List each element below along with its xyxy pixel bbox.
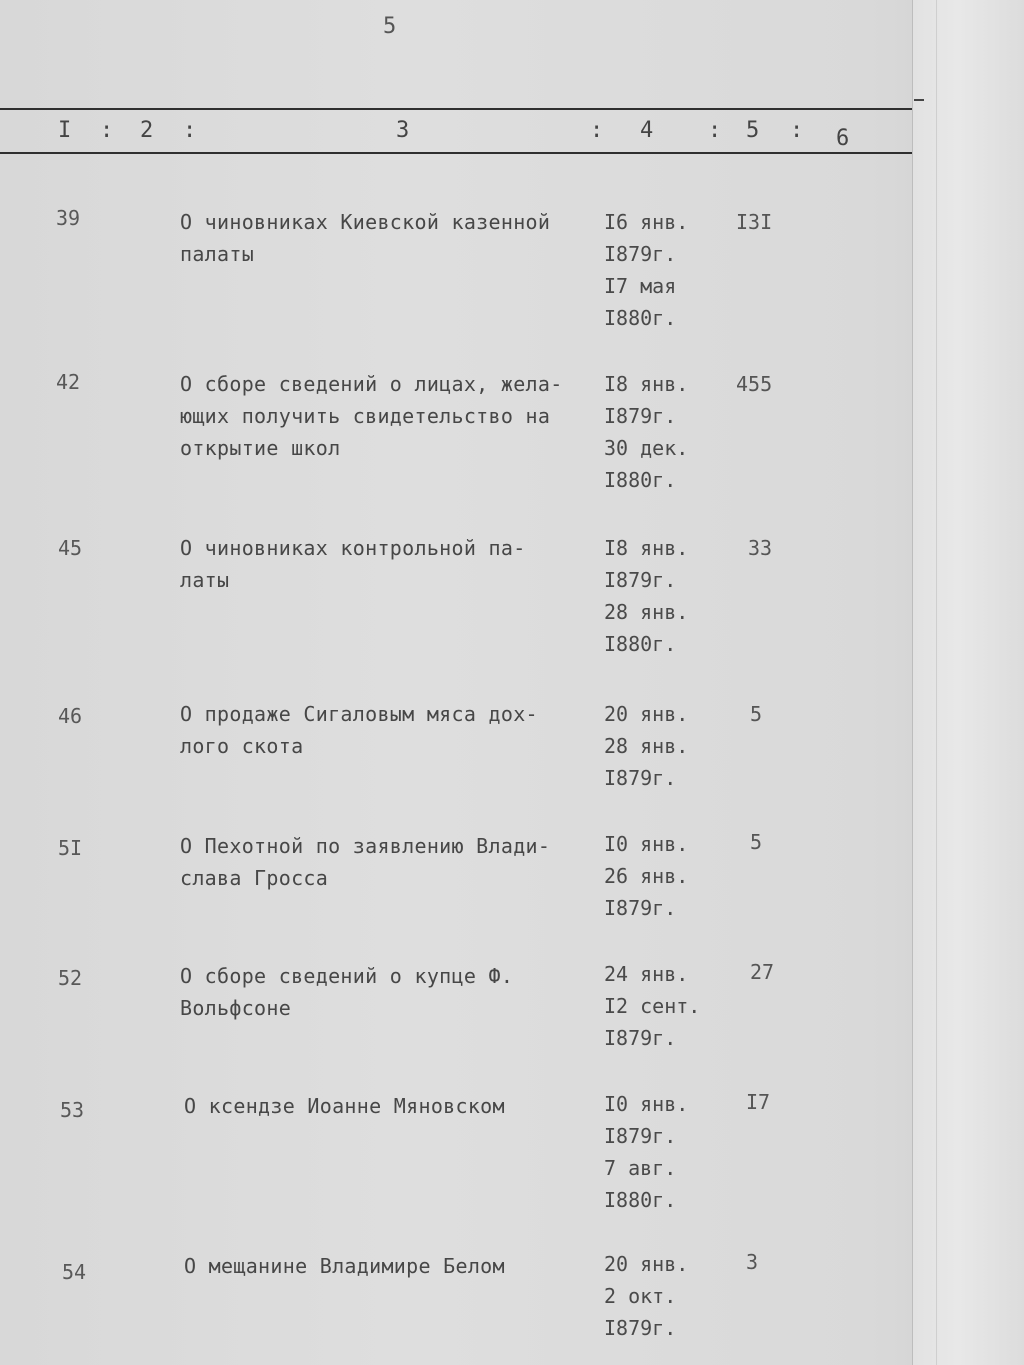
case-dates [604,368,688,496]
date-line: 28 янв. [604,734,689,758]
date-line: I8 янв. [604,536,689,560]
case-number: 54 [62,1260,87,1284]
sheet-count: I3I [736,210,773,234]
case-dates [604,1088,688,1216]
date-line: I0 янв. [604,1092,689,1116]
title-line: палаты [180,242,255,266]
title-line: О Пехотной по заявлению Влади- [180,834,551,858]
date-line: I879г. [604,766,677,790]
title-line: О ксендзе Иоанне Мяновском [184,1094,505,1118]
sheet-count: 5 [750,830,763,854]
title-line: О продаже Сигаловым мяса дох- [180,702,538,726]
case-title [180,960,513,1024]
sheet-count: 455 [736,372,773,396]
page-edge-strip [912,0,1024,1365]
title-line: О мещанине Владимире Белом [184,1254,505,1278]
sheet-count: I7 [746,1090,771,1114]
date-line: 24 янв. [604,962,689,986]
header-col-3: 3 [396,118,410,143]
title-line: лого скота [180,734,304,758]
case-number: 5I [58,836,83,860]
case-title [184,1090,505,1122]
page-number: 5 [383,14,397,39]
date-line: 28 янв. [604,600,689,624]
header-sep-5: : [790,118,804,143]
title-line: О чиновниках контрольной па- [180,536,526,560]
header-sep-2: : [183,118,197,143]
case-dates [604,1248,688,1344]
date-line: 20 янв. [604,702,689,726]
title-line: Вольфсоне [180,996,292,1020]
date-line: I879г. [604,896,677,920]
header-bottom-rule [0,152,912,154]
case-title [180,698,538,762]
header-col-4: 4 [640,118,654,143]
date-line: 30 дек. [604,436,689,460]
sheet-count: 3 [746,1250,759,1274]
page-edge-line [936,0,937,1365]
header-top-rule [0,108,912,110]
header-sep-3: : [590,118,604,143]
title-line: О чиновниках Киевской казенной [180,210,551,234]
date-line: I879г. [604,242,677,266]
case-number: 53 [60,1098,85,1122]
header-col-5: 5 [746,118,760,143]
title-line: О сборе сведений о купце Ф. [180,964,514,988]
case-number: 52 [58,966,83,990]
date-line: I880г. [604,468,677,492]
title-line: латы [180,568,230,592]
case-number: 42 [56,370,81,394]
header-sep-1: : [100,118,114,143]
date-line: I879г. [604,404,677,428]
date-line: I880г. [604,632,677,656]
date-line: 20 янв. [604,1252,689,1276]
case-number: 46 [58,704,83,728]
case-dates [604,828,688,924]
date-line: I0 янв. [604,832,689,856]
title-line: открытие школ [180,436,341,460]
date-line: I8 янв. [604,372,689,396]
sheet-count: 27 [750,960,775,984]
header-col-2: 2 [140,118,154,143]
edge-tick-mark [914,99,924,101]
case-dates [604,958,700,1054]
case-number: 39 [56,206,81,230]
title-line: слава Гросса [180,866,329,890]
date-line: I880г. [604,1188,677,1212]
header-col-1: I [58,118,72,143]
date-line: I879г. [604,1316,677,1340]
case-title [180,532,526,596]
case-number: 45 [58,536,83,560]
case-title [184,1250,505,1282]
case-dates [604,206,688,334]
sheet-count: 5 [750,702,763,726]
date-line: I879г. [604,568,677,592]
case-title [180,368,563,464]
date-line: I2 сент. [604,994,701,1018]
title-line: ющих получить свидетельство на [180,404,551,428]
date-line: I879г. [604,1026,677,1050]
header-col-6: 6 [836,126,850,151]
date-line: I880г. [604,306,677,330]
case-title [180,206,550,270]
date-line: I7 мая [604,274,677,298]
date-line: I6 янв. [604,210,689,234]
header-sep-4: : [708,118,722,143]
date-line: 7 авг. [604,1156,677,1180]
title-line: О сборе сведений о лицах, жела- [180,372,563,396]
case-title [180,830,550,894]
date-line: I879г. [604,1124,677,1148]
case-dates [604,532,688,660]
case-dates [604,698,688,794]
sheet-count: 33 [748,536,773,560]
date-line: 2 окт. [604,1284,677,1308]
date-line: 26 янв. [604,864,689,888]
